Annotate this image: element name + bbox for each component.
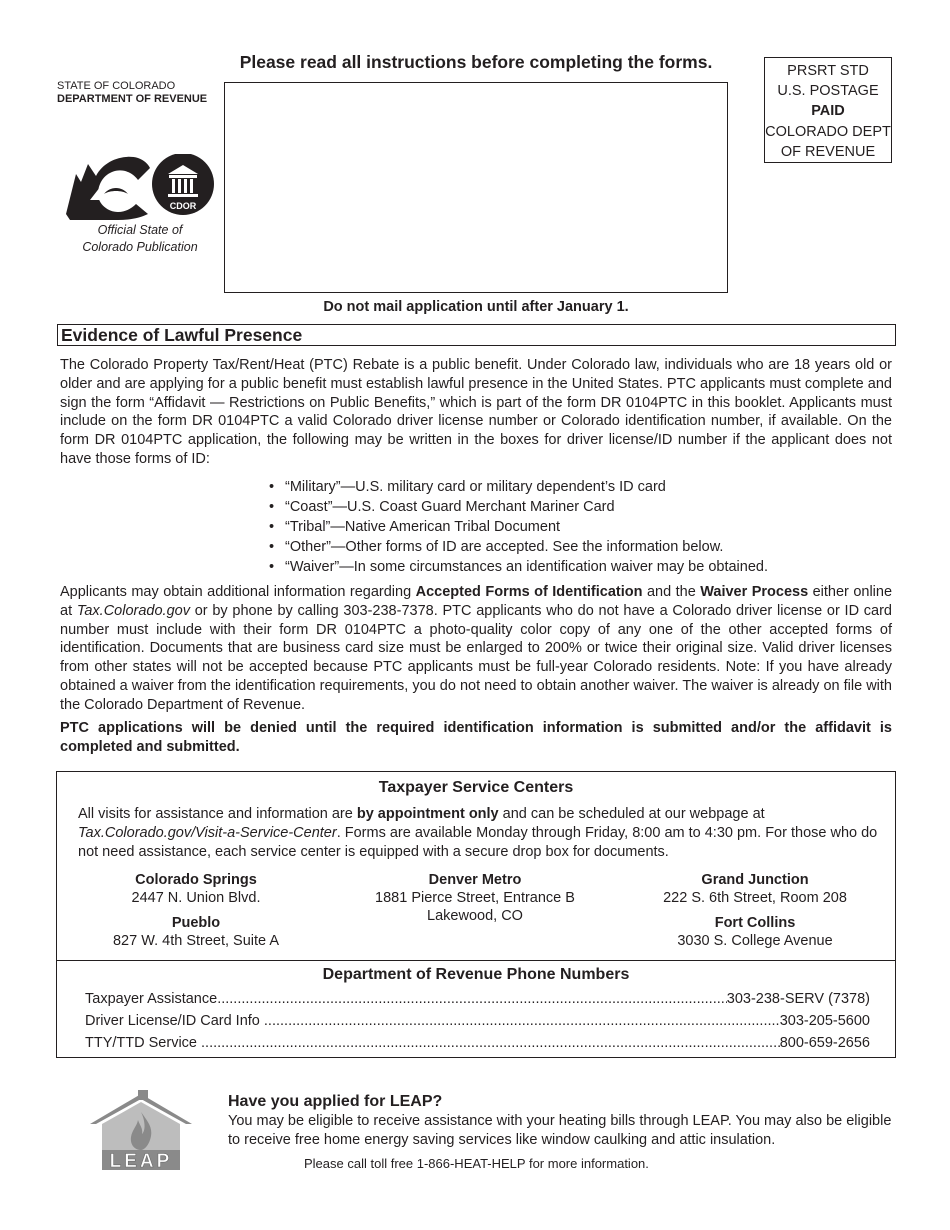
- text-run: . Forms are available Monday through Friday, 8:00 am to 4:30 pm. For those who do not need assistance, each service center is equipped with a secure drop box for documents.: [78, 825, 878, 860]
- leap-phone-note: Please call toll free 1-866-HEAT-HELP for more information.: [304, 1156, 649, 1171]
- text-run: and can be scheduled at our webpage at: [498, 806, 765, 822]
- dot-leader: [217, 990, 727, 1008]
- appointment-only-text: by appointment only: [356, 806, 499, 822]
- postage-line5: OF REVENUE: [780, 143, 876, 160]
- publication-note-line2: Colorado Publication: [82, 240, 198, 254]
- phone-number: 303-205-5600: [779, 1013, 870, 1029]
- publication-note: [62, 222, 218, 256]
- center-name: Pueblo: [171, 915, 221, 931]
- postage-line2: U.S. POSTAGE: [777, 83, 879, 100]
- center-address: 827 W. 4th Street, Suite A: [112, 933, 280, 949]
- phone-number: 800-659-2656: [779, 1035, 870, 1051]
- waiver-process-text: Waiver Process: [700, 584, 809, 600]
- colorado-c-logo-icon: [66, 157, 150, 220]
- service-centers-title: Taxpayer Service Centers: [378, 779, 574, 796]
- list-item: • “Other”—Other forms of ID are accepted. See the information below.: [269, 537, 768, 557]
- postage-line3: PAID: [811, 103, 845, 120]
- do-not-mail-notice: Do not mail application until after January 1.: [323, 299, 629, 315]
- section-heading-lawful-presence: Evidence of Lawful Presence: [57, 324, 896, 346]
- lawful-presence-intro: The Colorado Property Tax/Rent/Heat (PTC) Rebate is a public benefit. Under Colorado law, individuals who are 18 years old or older and are applying for a public benefit must establish lawful presence in the United States. PTC applicants must complete and sign the form “Affidavit — Restrictions on Public Benefits,” which is part of the form DR 0104PTC in this booklet. Applicants must include on the form DR 0104PTC a valid Colorado driver license number or Colorado identification number, if available. On the form DR 0104PTC application, the following may be written in the boxes for driver license/ID number if the applicant does not have those forms of ID:: [60, 357, 892, 467]
- text-run: either online at: [60, 584, 893, 619]
- accepted-forms-link-text: Accepted Forms of Identification: [415, 584, 643, 600]
- list-item: • “Military”—U.S. military card or military dependent’s ID card: [269, 477, 768, 497]
- text-run: or by phone by calling 303-238-7378. PTC applicants who do not have a Colorado driver license or ID card number must include with their form DR 0104PTC a photo-quality color copy of any one of the other accepted forms of identification. Documents that are business card size must be enlarged to 200% or twice their original size. Valid driver licenses from other states will not be accepted because PTC applicants must be full-year Colorado residents. Note: If you have already obtained a waiver from the identification requirements, you do not need to obtain another waiver. The waiver is already on file with the Colorado Department of Revenue.: [60, 602, 892, 713]
- website-url: Tax.Colorado.gov: [76, 602, 190, 619]
- phone-numbers-title: Department of Revenue Phone Numbers: [322, 966, 630, 983]
- dot-leader: [201, 1034, 780, 1052]
- text-run: All visits for assistance and information are: [78, 806, 357, 822]
- service-centers-intro: [78, 805, 878, 862]
- service-center-url: Tax.Colorado.gov/Visit-a-Service-Center: [78, 825, 337, 841]
- center-name: Colorado Springs: [135, 872, 257, 888]
- leap-question: Have you applied for LEAP?: [228, 1093, 443, 1110]
- center-name: Denver Metro: [428, 872, 522, 888]
- list-item: • “Coast”—U.S. Coast Guard Merchant Mariner Card: [269, 497, 768, 517]
- cdor-seal-icon: [152, 154, 214, 215]
- list-item: • “Waiver”—In some circumstances an identification waiver may be obtained.: [269, 557, 768, 577]
- denial-warning: PTC applications will be denied until the required identification information is submitted and/or the affidavit is completed and submitted.: [60, 720, 892, 755]
- phone-label: Driver License/ID Card Info: [85, 1013, 264, 1029]
- phone-number: 303-238-SERV (7378): [726, 991, 870, 1007]
- postage-indicia: [764, 57, 892, 163]
- list-item: • “Tribal”—Native American Tribal Document: [269, 517, 768, 537]
- phone-label: Taxpayer Assistance: [85, 991, 218, 1007]
- seal-text: CDOR: [169, 201, 197, 211]
- phone-row-driver-license: [85, 1012, 870, 1030]
- leap-description: You may be eligible to receive assistance with your heating bills through LEAP. You may also be eligible to receive free home energy saving services like window caulking and attic insulation.: [228, 1113, 892, 1148]
- center-city: Lakewood, CO: [427, 908, 523, 924]
- center-address: 222 S. 6th Street, Room 208: [663, 890, 847, 906]
- service-center-grand-junction: [640, 871, 870, 907]
- center-address: 3030 S. College Avenue: [677, 933, 833, 949]
- publication-note-line1: Official State of: [97, 223, 183, 237]
- center-address: 1881 Pierce Street, Entrance B: [375, 890, 575, 906]
- text-run: and the: [642, 584, 701, 600]
- center-name: Grand Junction: [701, 872, 809, 888]
- center-name: Fort Collins: [714, 915, 796, 931]
- service-center-pueblo: [96, 914, 296, 950]
- phone-row-taxpayer-assistance: [85, 990, 870, 1008]
- phone-row-tty: [85, 1034, 870, 1052]
- mailing-address-box: [224, 82, 728, 293]
- read-instructions-notice: Please read all instructions before completing the forms.: [239, 52, 713, 72]
- agency-department: DEPARTMENT OF REVENUE: [57, 93, 208, 105]
- leap-logo-text: LEAP: [109, 1151, 173, 1172]
- phone-label: TTY/TTD Service: [85, 1035, 202, 1051]
- service-center-fort-collins: [640, 914, 870, 950]
- leap-house-flame-icon: [88, 1090, 194, 1172]
- agency-state: STATE OF COLORADO: [57, 80, 176, 92]
- box-divider: [57, 960, 895, 961]
- service-center-denver-metro: [360, 871, 590, 925]
- id-alternatives-list: [269, 477, 768, 577]
- center-address: 2447 N. Union Blvd.: [131, 890, 261, 906]
- colorado-state-logo: [66, 154, 216, 220]
- postage-line1: PRSRT STD: [787, 63, 869, 79]
- text-run: Applicants may obtain additional information regarding: [60, 584, 416, 600]
- service-center-colorado-springs: [96, 871, 296, 907]
- agency-name: [57, 80, 207, 106]
- identification-info-paragraph: [60, 583, 892, 715]
- dot-leader: [264, 1012, 780, 1030]
- postage-line4: COLORADO DEPT: [765, 123, 891, 140]
